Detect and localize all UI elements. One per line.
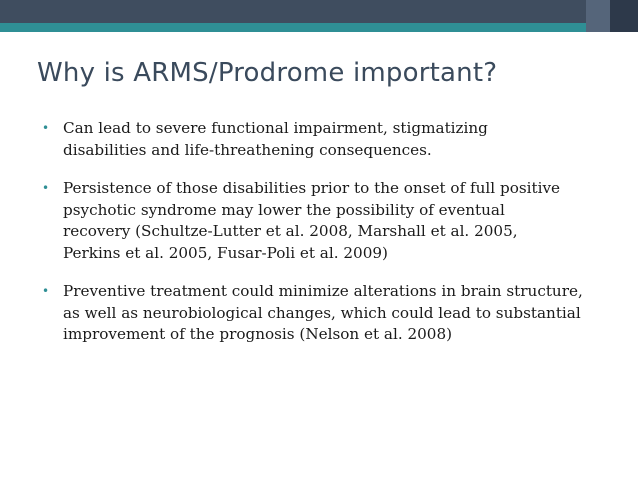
slide-title: Why is ARMS/Prodrome important? <box>37 58 498 88</box>
bullet-line: improvement of the prognosis (Nelson et al. 2008) <box>63 325 453 343</box>
header-corner-block <box>586 0 610 32</box>
bullet-line: Perkins et al. 2005, Fusar-Poli et al. 2009) <box>63 243 388 262</box>
bullet-line: recovery (Schultze-Lutter et al. 2008, Marshall et al. 2005, <box>63 222 518 240</box>
header-band <box>0 0 638 23</box>
bullet-marker: • <box>42 284 50 298</box>
bullet-item <box>42 118 612 161</box>
header-corner-block-dark <box>610 0 638 32</box>
bullet-list <box>42 118 612 363</box>
bullet-line: Can lead to severe functional impairment, stigmatizing <box>63 119 488 137</box>
bullet-line: Preventive treatment could minimize alterations in brain structure, <box>63 282 583 300</box>
accent-band <box>0 23 638 32</box>
bullet-marker: • <box>42 121 50 135</box>
bullet-marker: • <box>42 181 50 195</box>
bullet-line: disabilities and life-threathening consequences. <box>63 140 432 159</box>
bullet-line: Persistence of those disabilities prior to the onset of full positive <box>63 179 561 197</box>
bullet-line: psychotic syndrome may lower the possibility of eventual <box>63 200 505 219</box>
bullet-item <box>42 281 612 346</box>
bullet-item <box>42 178 612 264</box>
bullet-line: as well as neurobiological changes, which could lead to substantial <box>63 303 581 322</box>
